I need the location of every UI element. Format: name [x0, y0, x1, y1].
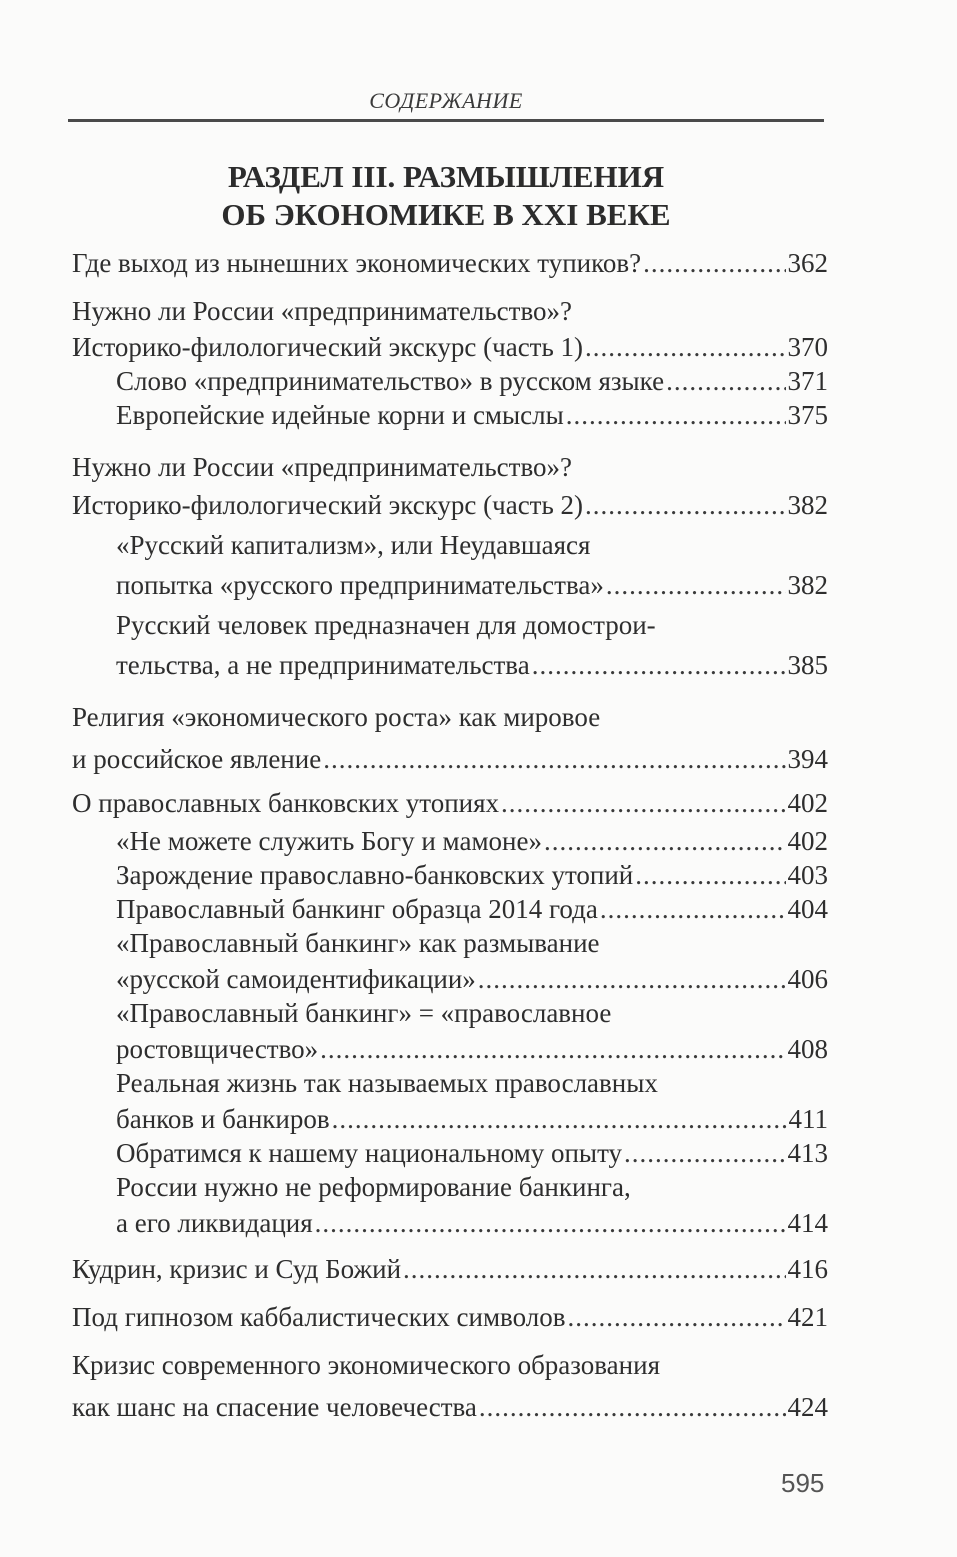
leader-dots [532, 648, 786, 682]
toc-entry-title: ростовщичество» [116, 1034, 319, 1064]
toc-entry[interactable] [72, 1300, 828, 1334]
leader-dots [320, 1032, 785, 1066]
leader-dots [323, 742, 785, 776]
toc-entry-page: 416 [787, 1254, 828, 1284]
toc-entry-page: 424 [787, 1392, 828, 1422]
toc-subentry[interactable] [72, 364, 828, 398]
section-title-line-2: ОБ ЭКОНОМИКЕ В XXI ВЕКЕ [221, 197, 671, 232]
toc-entry-title-line: «Православный банкинг» = «православное [116, 998, 612, 1028]
toc-entry-title-line: «Православный банкинг» как размывание [116, 928, 600, 958]
toc-subentry[interactable] [72, 608, 828, 682]
toc-entry-title: Под гипнозом каббалистических символов [72, 1302, 566, 1332]
toc-entry-title: Кудрин, кризис и Суд Божий [72, 1254, 402, 1284]
toc-entry-title: как шанс на спасение человечества [72, 1392, 477, 1422]
toc-entry-title: Европейские идейные корни и смыслы [116, 400, 564, 430]
toc-entry-page: 414 [787, 1208, 828, 1238]
leader-dots [624, 1136, 785, 1170]
toc-entry-page: 375 [787, 400, 828, 430]
toc-entry-title: тельства, а не предпринимательства [116, 650, 530, 680]
toc-entry[interactable] [72, 1348, 828, 1424]
toc-subentry[interactable] [72, 858, 828, 892]
toc-subentry[interactable] [72, 528, 828, 602]
toc-entry-page: 402 [787, 826, 828, 856]
toc-entry-title: попытка «русского предпринимательства» [116, 570, 604, 600]
toc-entry-title: Историко-филологический экскурс (часть 1) [72, 332, 584, 362]
toc-entry-page: 411 [788, 1104, 828, 1134]
toc-entry-title-line: Реальная жизнь так называемых православных [116, 1068, 658, 1098]
leader-dots [585, 330, 785, 364]
leader-dots [501, 786, 785, 820]
toc-entry-title: Обратимся к нашему национальному опыту [116, 1138, 623, 1168]
leader-dots [478, 962, 786, 996]
leader-dots [332, 1102, 787, 1136]
toc-entry-page: 403 [787, 860, 828, 890]
toc-entry-page: 382 [787, 490, 828, 520]
leader-dots [606, 568, 786, 602]
leader-dots [568, 1300, 786, 1334]
toc-entry-title-line: Нужно ли России «предпринимательство»? [72, 452, 573, 482]
toc-subentry[interactable] [72, 1170, 828, 1240]
toc-entry[interactable] [72, 294, 828, 364]
table-of-contents [72, 246, 828, 1424]
leader-dots [635, 858, 785, 892]
toc-entry-title: банков и банкиров [116, 1104, 330, 1134]
toc-entry-title: и российское явление [72, 744, 322, 774]
toc-entry[interactable] [72, 246, 828, 280]
toc-subentry[interactable] [72, 996, 828, 1066]
toc-subentry[interactable] [72, 1066, 828, 1136]
toc-entry-page: 413 [787, 1138, 828, 1168]
toc-entry-title-line: России нужно не реформирование банкинга, [116, 1172, 631, 1202]
toc-entry-title: Где выход из нынешних экономических тупиков? [72, 248, 642, 278]
leader-dots [600, 892, 786, 926]
toc-entry-page: 404 [787, 894, 828, 924]
toc-entry-page: 370 [787, 332, 828, 362]
leader-dots [666, 364, 785, 398]
toc-entry-title-line: «Русский капитализм», или Неудавшаяся [116, 530, 591, 560]
toc-entry-title: а его ликвидация [116, 1208, 313, 1238]
toc-entry-title: «Не можете служить Богу и мамоне» [116, 826, 542, 856]
toc-entry-page: 394 [787, 744, 828, 774]
toc-subentry[interactable] [72, 892, 828, 926]
leader-dots [544, 824, 786, 858]
toc-entry-page: 385 [787, 650, 828, 680]
toc-entry-title: О православных банковских утопиях [72, 788, 500, 818]
toc-entry-page: 402 [787, 788, 828, 818]
toc-entry[interactable] [72, 786, 828, 820]
toc-entry-title-line: Нужно ли России «предпринимательство»? [72, 296, 573, 326]
leader-dots [643, 246, 785, 280]
toc-entry-page: 408 [787, 1034, 828, 1064]
toc-entry-title: Зарождение православно-банковских утопий [116, 860, 634, 890]
toc-entry[interactable] [72, 700, 828, 776]
section-title [68, 158, 824, 234]
toc-subentry[interactable] [72, 824, 828, 858]
section-title-line-1: РАЗДЕЛ III. РАЗМЫШЛЕНИЯ [227, 159, 665, 194]
toc-subentry[interactable] [72, 1136, 828, 1170]
toc-entry-title: Историко-филологический экскурс (часть 2) [72, 490, 584, 520]
toc-entry[interactable] [72, 1252, 828, 1286]
toc-entry[interactable] [72, 450, 828, 522]
page-number: 595 [781, 1468, 825, 1498]
toc-entry-title-line: Русский человек предназначен для домострои- [116, 610, 656, 640]
toc-entry-page: 382 [787, 570, 828, 600]
toc-entry-page: 371 [787, 366, 828, 396]
leader-dots [403, 1252, 785, 1286]
toc-entry-page: 421 [787, 1302, 828, 1332]
toc-entry-title-line: Кризис современного экономического образования [72, 1350, 660, 1380]
toc-entry-page: 362 [787, 248, 828, 278]
leader-dots [585, 488, 785, 522]
leader-dots [315, 1206, 786, 1240]
running-head: СОДЕРЖАНИЕ [369, 88, 523, 113]
toc-subentry[interactable] [72, 926, 828, 996]
leader-dots [566, 398, 786, 432]
leader-dots [479, 1390, 786, 1424]
toc-entry-title: Православный банкинг образца 2014 года [116, 894, 598, 924]
toc-subentry[interactable] [72, 398, 828, 432]
toc-entry-title: «русской самоидентификации» [116, 964, 476, 994]
header-rule [68, 119, 824, 122]
toc-entry-title: Слово «предпринимательство» в русском языке [116, 366, 665, 396]
toc-entry-title-line: Религия «экономического роста» как мировое [72, 702, 601, 732]
toc-entry-page: 406 [787, 964, 828, 994]
